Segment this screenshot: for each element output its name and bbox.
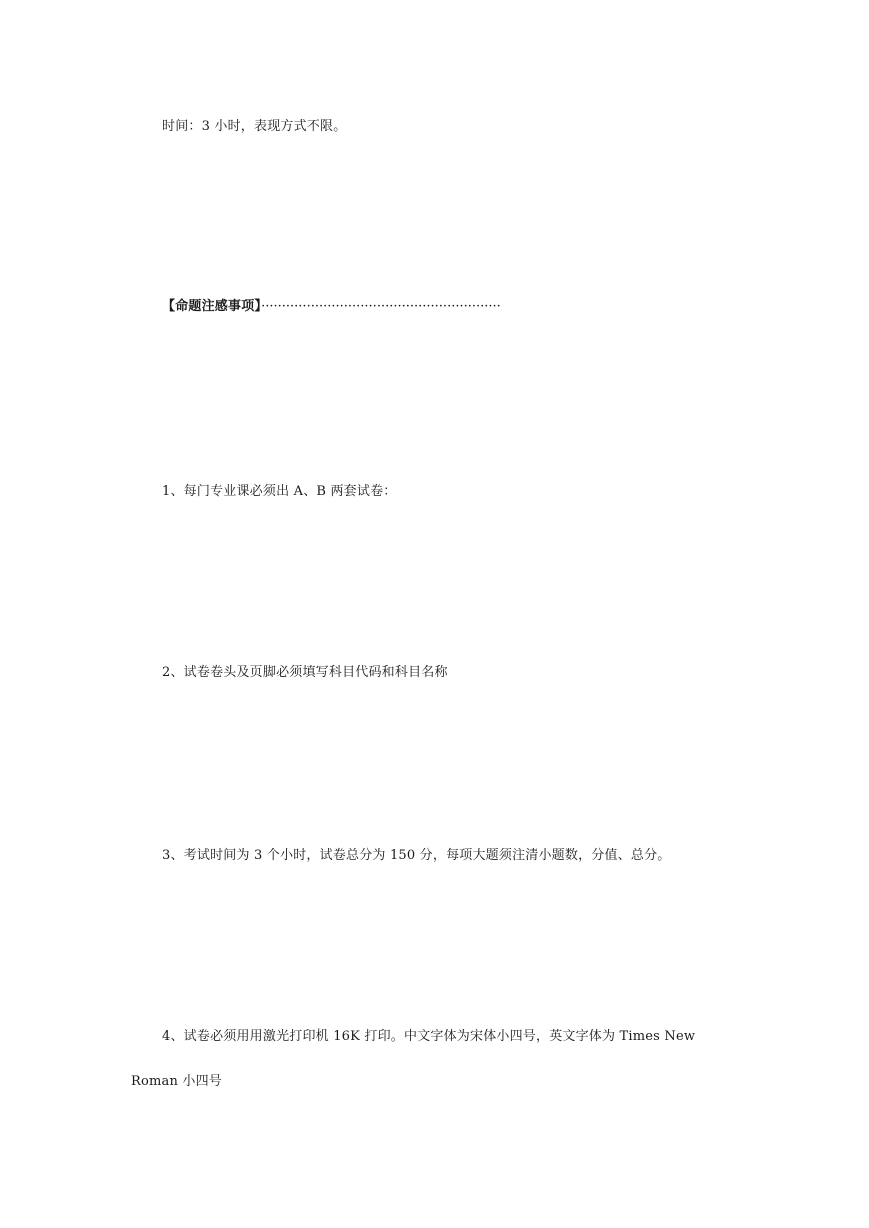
list-item-2: 2、试卷卷头及页脚必须填写科目代码和科目名称 bbox=[162, 665, 448, 680]
list-item-4: 4、试卷必须用用激光打印机 16K 打印。中文字体为宋体小四号，英文字体为 Times New bbox=[162, 1029, 696, 1044]
section-heading-label: 【命题注感事项】 bbox=[162, 299, 262, 314]
section-heading bbox=[162, 298, 501, 316]
list-item-4-continuation: Roman 小四号 bbox=[131, 1074, 222, 1089]
list-item-1: 1、每门专业课必须出 A、B 两套试卷： bbox=[162, 484, 397, 499]
list-item-3: 3、考试时间为 3 个小时，试卷总分为 150 分，每项大题须注清小题数，分值、总分。 bbox=[162, 848, 671, 863]
time-line: 时间：3 小时，表现方式不限。 bbox=[162, 119, 347, 134]
section-heading-leader: ·························································· bbox=[261, 299, 501, 314]
